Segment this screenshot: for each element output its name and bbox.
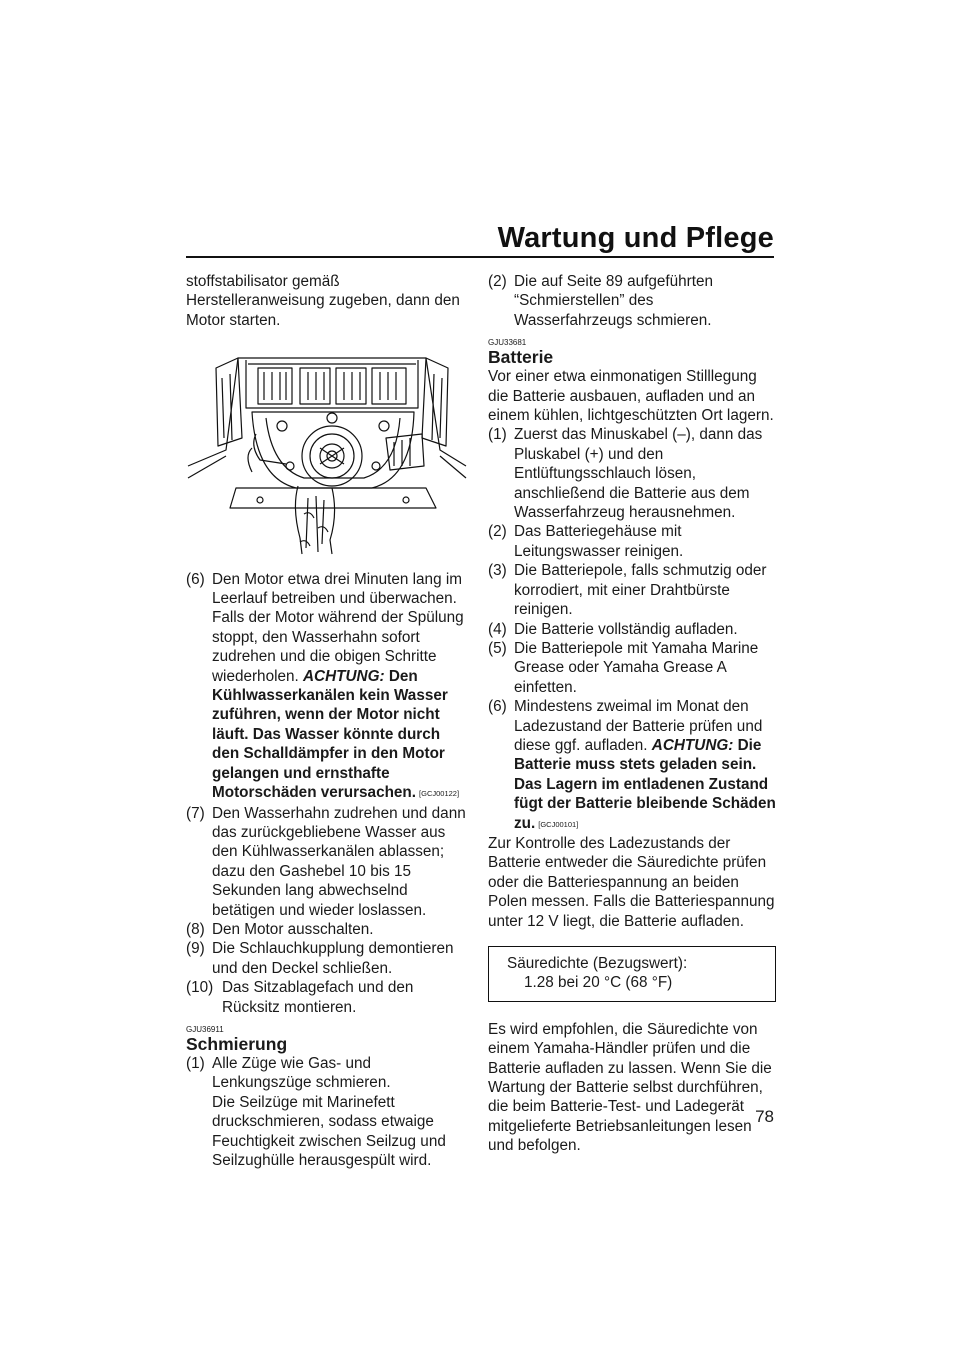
battery-step-2 [488,522,776,561]
step-number: (5) [488,639,507,657]
step-number: (2) [488,523,507,541]
step-text: Das Batteriegehäuse mit Leitungswasser reinigen. [514,523,684,560]
caution-label: ACHTUNG: [651,736,734,754]
closing-paragraph: Es wird empfohlen, die Säuredichte von einem Yamaha-Händler prüfen und die Batterie aufladen zu lassen. Wenn Sie die Wartung der Batterie selbst durchführen, die beim Batterie-Test- und Ladegerät mitgelieferte Betriebsanleitungen lesen und befolgen. [488,1020,772,1155]
step-number: (7) [186,804,205,822]
spec-value: 1.28 bei 20 °C (68 °F) [524,974,673,992]
step-number: (1) [186,1054,205,1072]
step-text: Alle Züge wie Gas- und Lenkungszüge schmieren. [212,1054,391,1092]
battery-step-3 [488,561,776,619]
step-text: Die Batterie vollständig aufladen. [514,620,738,638]
step-text: Den Wasserhahn zudrehen und dann das zurückgebliebene Wasser aus den Kühlwasserkanälen ablassen; dazu den Gashebel 10 bis 15 Sekunden lang abwechselnd betätigen und wieder loslassen. [212,804,466,919]
section-heading-schmierung: Schmierung [186,1033,288,1054]
step-number: (6) [186,570,205,588]
step-number: (9) [186,940,205,958]
reference-code: [GCJ00101] [538,819,579,829]
page-title: Wartung und Pflege [497,222,774,254]
battery-intro: Vor einer etwa einmonatigen Stilllegung die Batterie ausbauen, aufladen und an einem kühlen, lichtgeschützten Ort lagern. [488,368,774,425]
lubrication-step-2 [488,272,776,330]
right-column [488,272,776,1156]
step-9 [186,939,468,978]
spec-label: Säuredichte (Bezugswert): [507,955,688,972]
step-number: (3) [488,562,507,580]
step-text: Die Schlauchkupplung demontieren und den Deckel schließen. [212,940,454,977]
step-text: Die Batteriepole mit Yamaha Marine Grease oder Yamaha Grease A einfetten. [514,639,759,696]
left-column [186,272,468,1170]
step-number: (1) [488,426,507,444]
step-text: Den Motor ausschalten. [212,920,374,938]
section-code: GJU36911 [186,1024,224,1034]
battery-step-1 [488,425,776,522]
section-code: GJU33681 [488,338,527,348]
step-text: Das Sitzablagefach und den Rücksitz montieren. [222,979,414,1016]
step-text: Die Batteriepole, falls schmutzig oder korrodiert, mit einer Drahtbürste reinigen. [514,562,767,619]
caution-text: Den Kühlwasserkanälen kein Wasser zuführen, wenn der Motor nicht läuft. Das Wasser könnte durch den Schalldämpfer in den Motor gelangen und ernsthafte Motorschäden verursachen. [212,667,448,802]
battery-step-4 [488,620,776,639]
battery-step-6 [488,697,776,834]
caution-label: ACHTUNG: [303,667,385,685]
battery-step-5 [488,639,776,697]
specification-box [488,946,776,1002]
step-text: Die auf Seite 89 aufgeführten “Schmierstellen” des Wasserfahrzeugs schmieren. [514,273,714,329]
step-10 [186,978,468,1017]
header-divider [186,256,774,258]
step-number: (4) [488,620,507,638]
reference-code: [GCJ00122] [419,789,460,799]
step-7 [186,804,468,920]
step-subtext: Die Seilzüge mit Marinefett druckschmieren, sodass etwaige Feuchtigkeit zwischen Seilzug und Seilzughülle herausgespült wird. [212,1093,446,1169]
charge-check-paragraph: Zur Kontrolle des Ladezustands der Batterie entweder die Säuredichte prüfen oder die Batteriespannung an beiden Polen messen. Falls die Batteriespannung unter 12 V liegt, die Batterie aufladen. [488,834,775,930]
intro-paragraph: stoffstabilisator gemäß Herstelleranweisung zugeben, dann den Motor starten. [186,273,460,329]
step-text: Den Motor etwa drei Minuten lang im Leerlauf betreiben und überwachen. Falls der Motor während der Spülung stoppt, den Wasserhahn sofort zudrehen und die obigen Schritte wiederholen. [212,570,464,685]
section-heading-batterie: Batterie [488,347,554,368]
step-number: (10) [186,979,214,997]
step-number: (6) [488,698,507,716]
step-number: (2) [488,273,507,290]
caution-text: Die Batterie muss stets geladen sein. Das Lagern im entladenen Zustand fügt der Batterie bleibende Schäden zu. [514,736,776,832]
flushing-illustration [186,338,468,556]
lubrication-step-1 [186,1054,468,1170]
step-6 [186,570,468,804]
step-number: (8) [186,920,205,938]
step-text: Mindestens zweimal im Monat den Ladezustand der Batterie prüfen und diese ggf. aufladen. [514,698,763,754]
page-number: 78 [755,1107,774,1126]
step-8 [186,920,468,939]
step-text: Zuerst das Minuskabel (–), dann das Pluskabel (+) und den Entlüftungsschlauch lösen, anschließend die Batterie aus dem Wasserfahrzeug herausnehmen. [514,426,763,522]
